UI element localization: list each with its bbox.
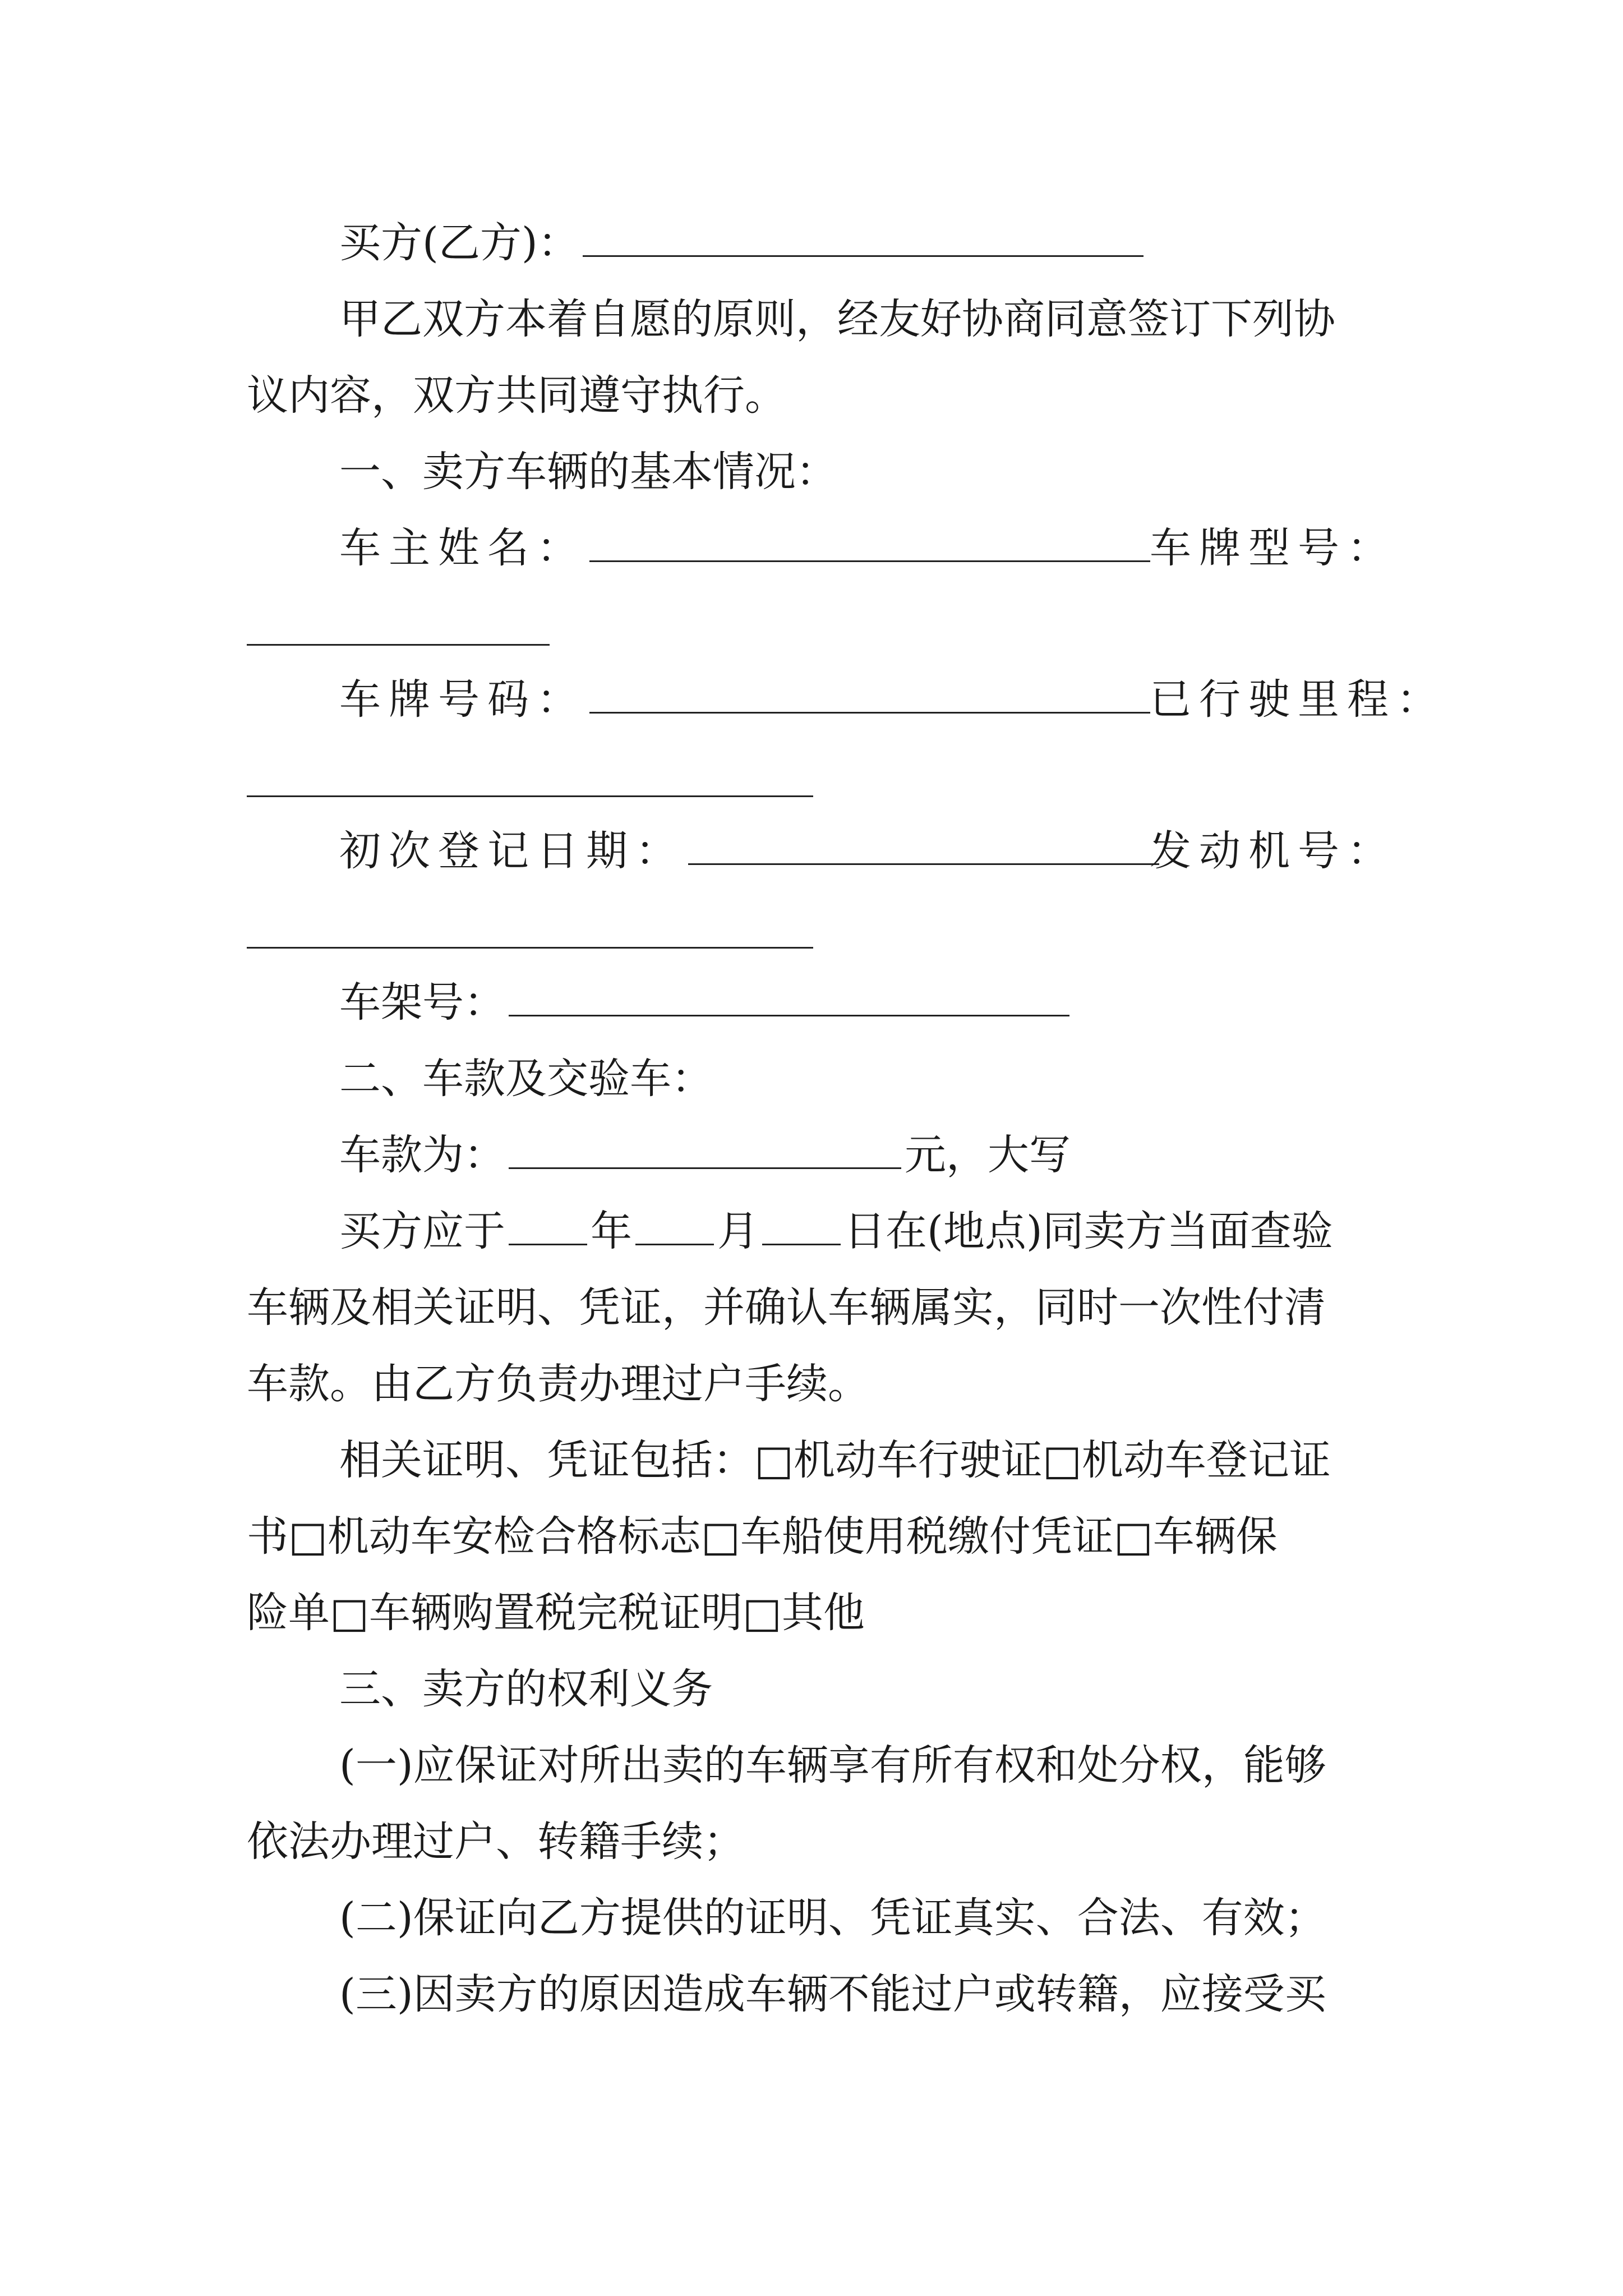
plate-model-blank[interactable] <box>247 644 550 646</box>
duty2-line: (二)保证向乙方提供的证明、凭证真实、合法、有效； <box>339 1894 1326 1942</box>
section1-title: 一、卖方车辆的基本情况： <box>339 448 837 496</box>
engine-no-blank[interactable] <box>247 947 813 949</box>
engine-no-label: 发动机号： <box>1150 827 1396 875</box>
vin-blank[interactable] <box>509 1015 1069 1016</box>
intro-line-1: 甲乙双方本着自愿的原则，经友好协商同意签订下列协 <box>339 295 1335 343</box>
month-blank[interactable] <box>635 1244 714 1245</box>
day-blank[interactable] <box>762 1244 841 1245</box>
duty1-line-2: 依法办理过户、转籍手续； <box>247 1818 745 1866</box>
buyer-line: 买方(乙方)： <box>339 222 1147 264</box>
section3-title: 三、卖方的权利义务 <box>339 1665 713 1713</box>
plate-number-line: 车牌号码： <box>339 679 1154 720</box>
docs-line-3: 险单□车辆购置税完税证明□其他 <box>247 1589 865 1637</box>
owner-name-blank[interactable] <box>589 560 1150 562</box>
docs-line-1: 相关证明、凭证包括：□机动车行驶证□机动车登记证 <box>339 1436 1331 1484</box>
section2-title: 二、车款及交验车： <box>339 1055 713 1103</box>
plate-model-label: 车牌型号： <box>1150 524 1396 572</box>
duty1-line-1: (一)应保证对所出卖的车辆享有所有权和处分权，能够 <box>339 1741 1326 1789</box>
year-blank[interactable] <box>509 1244 587 1245</box>
mileage-blank[interactable] <box>247 795 813 797</box>
inspect-line-3: 车款。由乙方负责办理过户手续。 <box>247 1360 869 1408</box>
intro-line-2: 议内容，双方共同遵守执行。 <box>247 371 786 420</box>
owner-name-line: 车主姓名： <box>339 527 1154 569</box>
inspect-line-2: 车辆及相关证明、凭证，并确认车辆属实，同时一次性付清 <box>247 1283 1326 1332</box>
price-line: 车款为： 元，大写 <box>339 1131 1071 1179</box>
inspect-line-1: 买方应于 年 月 日在(地点)同卖方当面查验 <box>339 1207 1333 1255</box>
price-blank[interactable] <box>509 1167 901 1169</box>
first-reg-blank[interactable] <box>688 863 1159 865</box>
vin-line: 车架号： <box>339 982 1073 1023</box>
docs-line-2: 书□机动车安检合格标志□车船使用税缴付凭证□车辆保 <box>247 1512 1278 1561</box>
duty3-line: (三)因卖方的原因造成车辆不能过户或转籍，应接受买 <box>339 1970 1326 2018</box>
first-reg-line: 初次登记日期： <box>339 830 1163 872</box>
buyer-blank[interactable] <box>583 255 1144 257</box>
mileage-label: 已行驶里程： <box>1150 675 1446 724</box>
plate-number-blank[interactable] <box>589 712 1150 714</box>
